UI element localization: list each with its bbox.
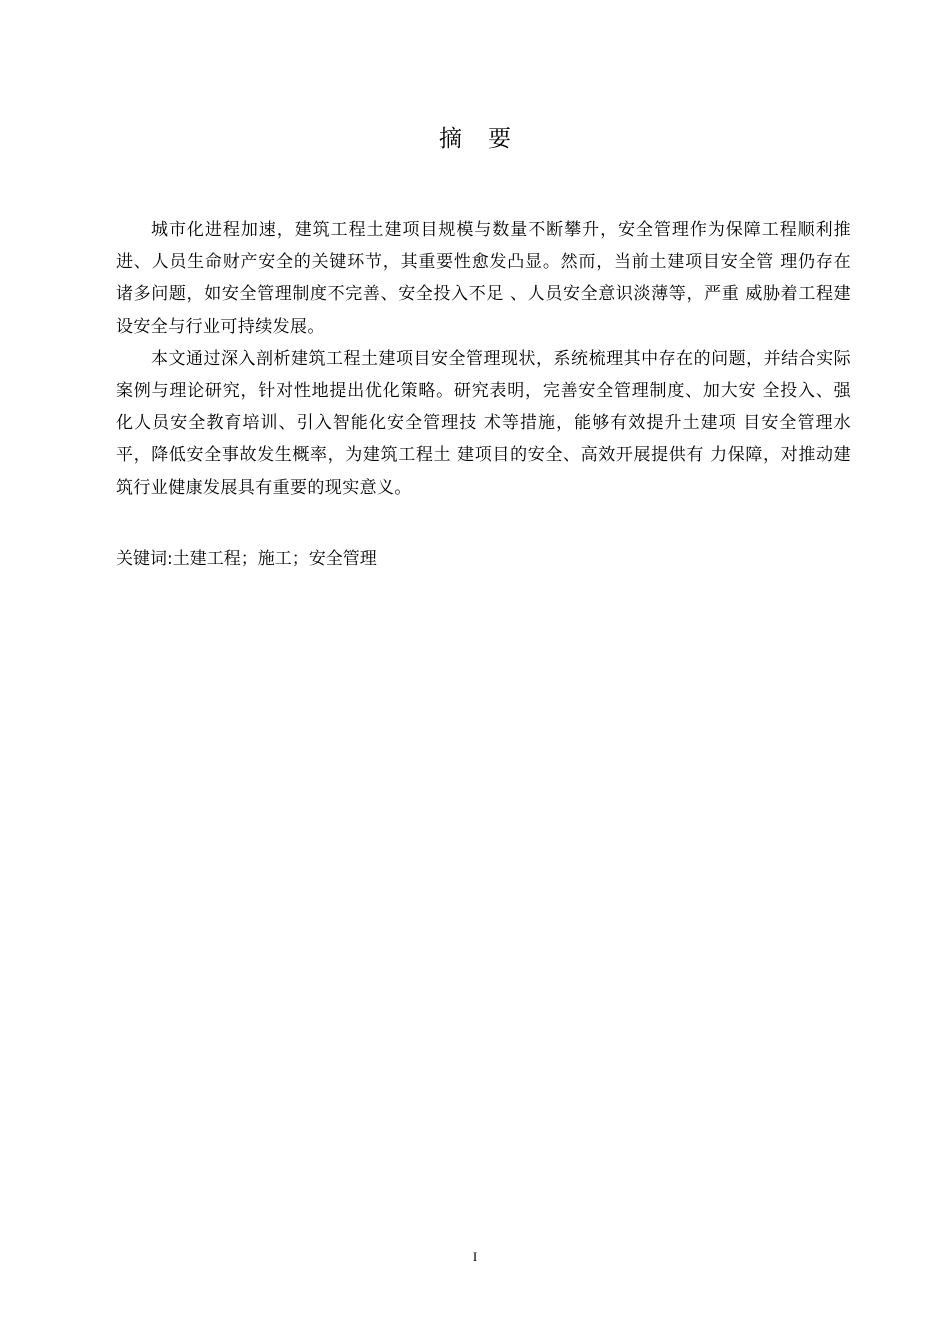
- page-title: 摘要: [439, 126, 537, 152]
- abstract-paragraph-2: 本文通过深入剖析建筑工程土建项目安全管理现状，系统梳理其中存在的问题，并结合实际案例与理论研究，针对性地提出优化策略。研究表明，完善安全管理制度、加大安 全投入、强化人员安全教育培训、引入智能化安全管理技 术等措施，能够有效提升土建项 目安全管理水平，降低安全事故发生概率，为建筑工程土 建项目的安全、高效开展提供有 力保障，对推动建筑行业健康发展具有重要的现实意义。: [116, 348, 851, 498]
- keywords-line: [116, 545, 851, 573]
- keywords-label: 关键词:: [116, 549, 173, 569]
- page-number: I: [472, 1249, 478, 1264]
- keywords-value: 土建工程；施工；安全管理: [172, 549, 377, 569]
- abstract-paragraph-1: 城市化进程加速，建筑工程土建项目规模与数量不断攀升，安全管理作为保障工程顺利推进、人员生命财产安全的关键环节，其重要性愈发凸显。然而，当前土建项目安全管 理仍存在诸多问题，如安全管理制度不完善、安全投入不足 、人员安全意识淡薄等，严重 威胁着工程建设安全与行业可持续发展。: [116, 220, 851, 337]
- abstract-body: [116, 214, 851, 504]
